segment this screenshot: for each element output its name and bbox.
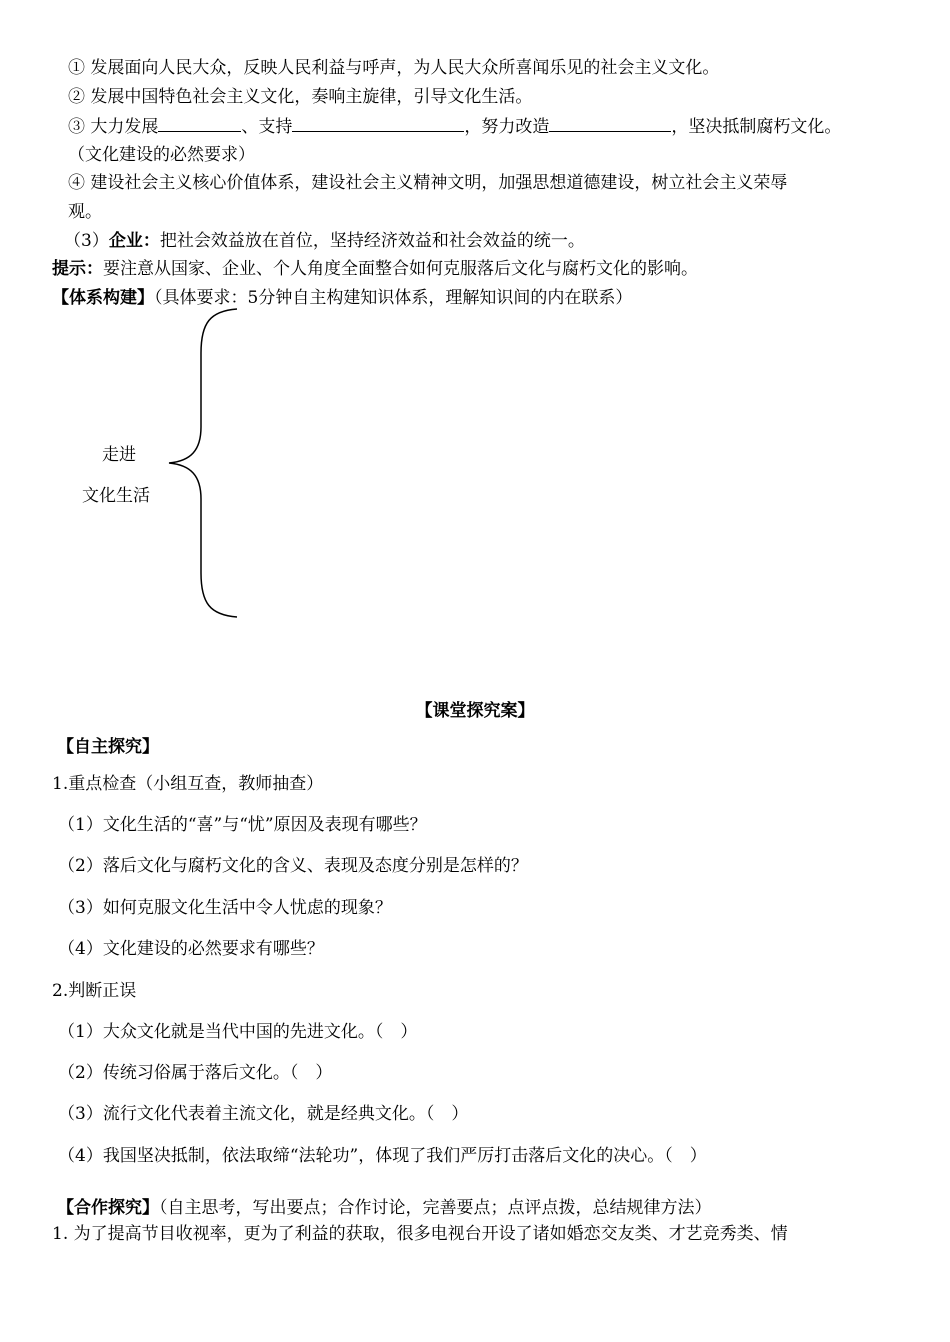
- self-inquiry-heading: 【自主探究】: [57, 737, 159, 757]
- question-1-item: （3）如何克服文化生活中令人忧虑的现象？: [58, 898, 392, 918]
- coop-requirement: （自主思考，写出要点；合作讨论，完善要点；点评点拨，总结规律方法）: [159, 1198, 712, 1218]
- question-2-title: 2.判断正误: [52, 981, 137, 1001]
- fill-blank-1[interactable]: [158, 115, 241, 132]
- fill-blank-3[interactable]: [549, 115, 671, 132]
- item-3-part-2: 、支持: [241, 117, 293, 137]
- center-label-line-2: 文化生活: [82, 486, 150, 506]
- item-3-note: （文化建设的必然要求）: [68, 145, 255, 165]
- section-title: 【课堂探究案】: [415, 701, 535, 721]
- system-heading: 【体系构建】: [52, 288, 154, 308]
- item-3-part-4: ，坚决抵制腐朽文化。: [671, 117, 842, 137]
- hint-line: [52, 258, 698, 280]
- question-1-item: （4）文化建设的必然要求有哪些？: [58, 939, 324, 959]
- item-4-line-1: ④ 建设社会主义核心价值体系，建设社会主义精神文明，加强思想道德建设，树立社会主义荣辱: [68, 173, 788, 193]
- enterprise-number: （3）: [64, 231, 109, 251]
- question-1-title: 1.重点检查（小组互查，教师抽查）: [52, 774, 324, 794]
- enterprise-text: 把社会效益放在首位，坚持经济效益和社会效益的统一。: [159, 231, 585, 251]
- system-heading-line: [52, 287, 632, 309]
- enterprise-label: 企业：: [108, 231, 160, 251]
- coop-heading: 【合作探究】: [57, 1198, 159, 1218]
- item-3-part-1: ③ 大力发展: [68, 117, 159, 137]
- curly-brace-icon: [165, 305, 245, 625]
- judgment-item: （1）大众文化就是当代中国的先进文化。（ ）: [58, 1022, 418, 1042]
- judgment-item: （4）我国坚决抵制，依法取缔“法轮功”，体现了我们严厉打击落后文化的决心。（ ）: [58, 1146, 707, 1166]
- question-1-item: （2）落后文化与腐朽文化的含义、表现及态度分别是怎样的？: [58, 856, 528, 876]
- item-3: [68, 115, 841, 138]
- item-4-line-2: 观。: [68, 202, 102, 222]
- item-3-part-3: ，努力改造: [464, 117, 550, 137]
- hint-text: 要注意从国家、企业、个人角度全面整合如何克服落后文化与腐朽文化的影响。: [103, 259, 698, 279]
- question-1-item: （1）文化生活的“喜”与“忧”原因及表现有哪些？: [58, 815, 427, 835]
- judgment-item: （2）传统习俗属于落后文化。（ ）: [58, 1063, 333, 1083]
- hint-label: 提示：: [52, 259, 103, 279]
- center-label-line-1: 走进: [102, 445, 136, 465]
- item-2: ② 发展中国特色社会主义文化，奏响主旋律，引导文化生活。: [68, 87, 533, 107]
- fill-blank-2[interactable]: [292, 115, 464, 132]
- judgment-item: （3）流行文化代表着主流文化，就是经典文化。（ ）: [58, 1104, 469, 1124]
- item-1: ① 发展面向人民大众，反映人民利益与呼声，为人民大众所喜闻乐见的社会主义文化。: [68, 58, 720, 78]
- enterprise-line: [64, 230, 585, 252]
- coop-question-1: 1. 为了提高节目收视率，更为了利益的获取，很多电视台开设了诸如婚恋交友类、才艺竞秀类、情: [52, 1224, 788, 1244]
- system-requirement: （具体要求：5分钟自主构建知识体系，理解知识间的内在联系）: [154, 288, 633, 308]
- coop-heading-line: [57, 1197, 712, 1219]
